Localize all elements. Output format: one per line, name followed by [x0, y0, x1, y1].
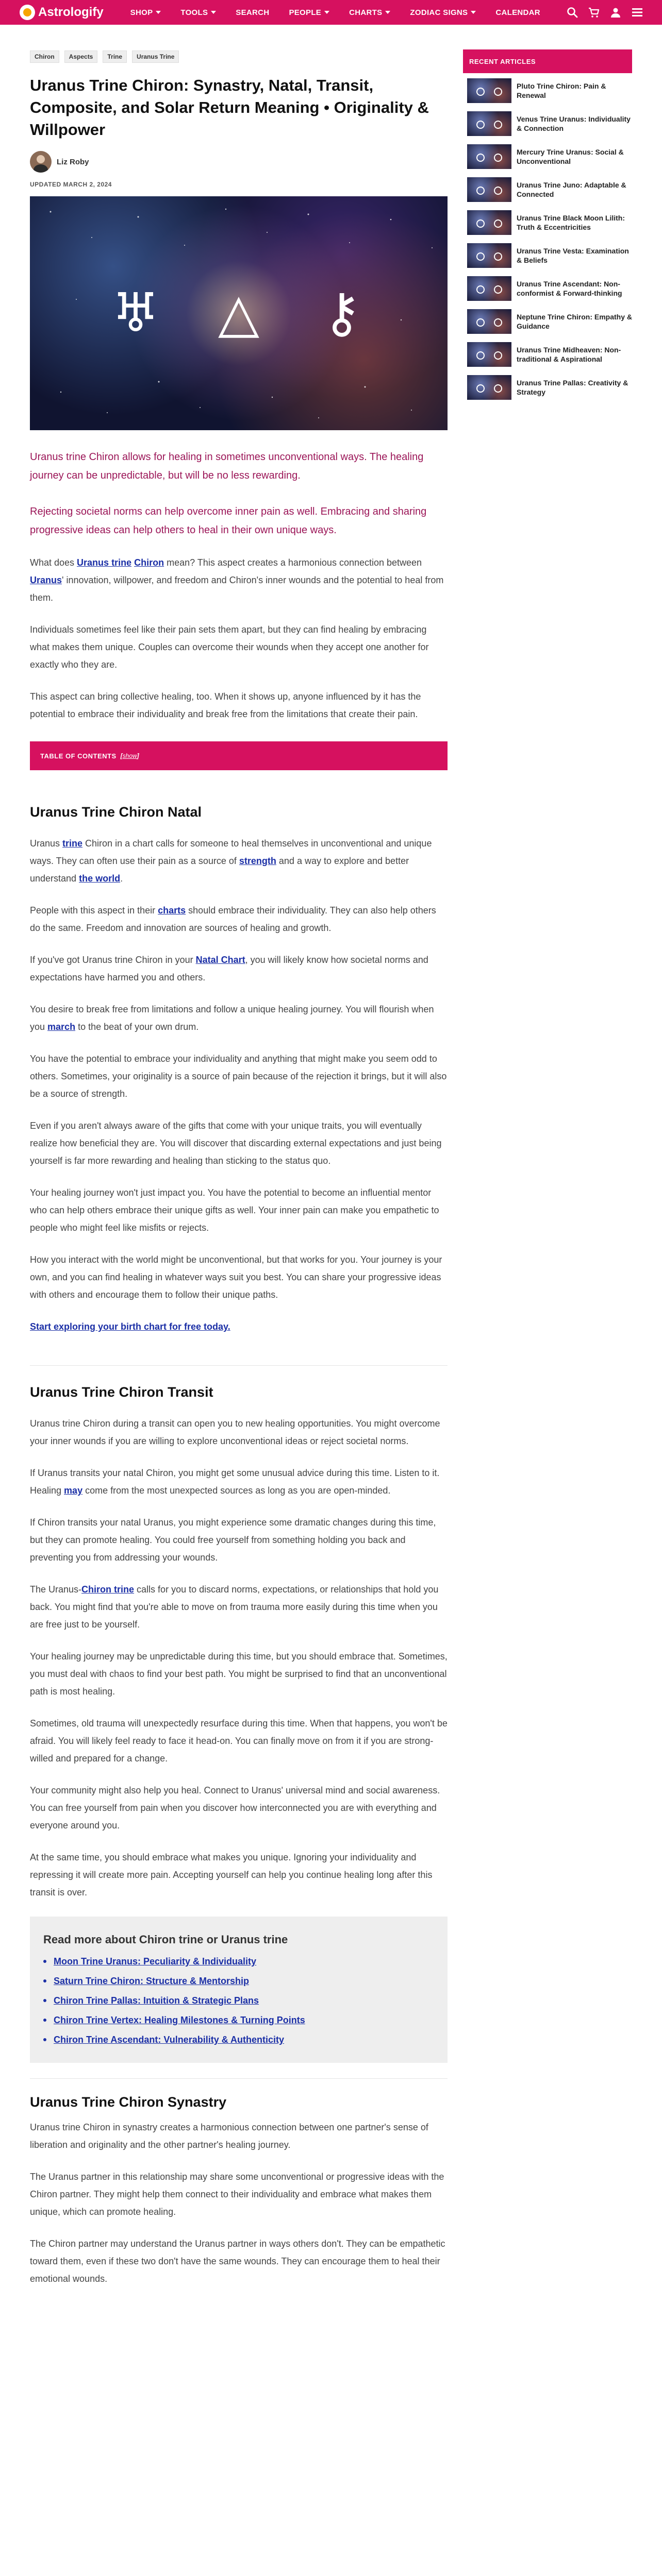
read-more-link[interactable]: Chiron Trine Ascendant: Vulnerability & Authenticity — [54, 2035, 285, 2045]
tag-aspects[interactable]: Aspects — [64, 50, 98, 63]
transit-paragraph-4: The Uranus-Chiron trine calls for you to discard norms, expectations, or relationships that hold you back. You might find that you're able to move on from trauma more easily during this time when you are free just to be yourself. — [30, 1584, 439, 1630]
read-more-link[interactable]: Chiron Trine Pallas: Intuition & Strategic Plans — [54, 1995, 259, 2006]
chevron-down-icon — [324, 11, 329, 14]
link-strength[interactable]: strength — [239, 856, 276, 866]
toc-show-toggle[interactable]: [show] — [120, 752, 139, 759]
synastry-paragraph-2: The Uranus partner in this relationship may share some unconventional or progressive ideas with the Chiron partner. They might help them connect to their individuality and embrace what makes them unique, which can promote healing. — [30, 2172, 444, 2217]
natal-paragraph-1: Uranus trine Chiron in a chart calls for someone to heal themselves in unconventional and unique ways. They can often use their pain as a source of strength and a way to explore and better understand the world. — [30, 838, 432, 884]
tag-chiron[interactable]: Chiron — [30, 50, 59, 63]
sidebar-item-title[interactable]: Uranus Trine Vesta: Examination & Beliefs — [517, 247, 629, 264]
menu-icon[interactable] — [631, 6, 643, 19]
birth-chart-link[interactable]: Start exploring your birth chart for free today. — [30, 1321, 230, 1332]
natal-paragraph-8: How you interact with the world might be unconventional, but that works for you. Your journey is your own, and you can find healing in whatever ways suit you best. You can share your progressive ideas with others and encourage them to follow their unique paths. — [30, 1255, 442, 1300]
sidebar-item-title[interactable]: Uranus Trine Juno: Adaptable & Connected — [517, 181, 626, 198]
synastry-paragraph-3: The Chiron partner may understand the Uranus partner in ways others don't. They can be empathetic toward them, even if these two don't have the same wounds. They can encourage them to heal their emotional wounds. — [30, 2239, 445, 2284]
sidebar-item-title[interactable]: Venus Trine Uranus: Individuality & Connection — [517, 115, 631, 132]
logo-icon — [20, 5, 35, 20]
read-more-link[interactable]: Moon Trine Uranus: Peculiarity & Individuality — [54, 1956, 257, 1967]
list-item — [43, 1952, 434, 1971]
link-chiron-trine[interactable]: Chiron trine — [81, 1584, 135, 1595]
section-heading-synastry: Uranus Trine Chiron Synastry — [30, 2094, 227, 2110]
sidebar-item[interactable] — [463, 174, 632, 205]
nav-people[interactable]: PEOPLE — [289, 8, 329, 17]
lead-paragraph-2: Rejecting societal norms can help overcome inner pain as well. Embracing and sharing progressive ideas can help others to heal in their own unique ways. — [30, 506, 427, 536]
chevron-down-icon — [471, 11, 476, 14]
updated-date: UPDATED MARCH 2, 2024 — [30, 181, 112, 188]
read-more-link[interactable]: Chiron Trine Vertex: Healing Milestones & Turning Points — [54, 2015, 305, 2025]
sidebar-item[interactable] — [463, 372, 632, 403]
link-the-world[interactable]: the world — [79, 873, 121, 884]
natal-paragraph-2: People with this aspect in their charts should embrace their individuality. They can also help others do the same. Freedom and innovation are sources of healing and growth. — [30, 905, 436, 933]
intro-paragraph-2: Individuals sometimes feel like their pain sets them apart, but they can find healing by embracing what makes them unique. Couples can overcome their wounds when they accept one another for exactly who they are. — [30, 624, 429, 670]
nav-zodiac-signs[interactable]: ZODIAC SIGNS — [410, 8, 476, 17]
natal-paragraph-5: You have the potential to embrace your individuality and anything that might make you seem odd to others. Sometimes, your originality is a source of pain because of the rejection it brings, but it will also be a source of strength. — [30, 1054, 447, 1099]
article-thumbnail[interactable] — [467, 144, 511, 169]
article-thumbnail[interactable] — [467, 210, 511, 235]
section-divider — [30, 1365, 448, 1366]
link-chiron[interactable]: Chiron — [134, 557, 164, 568]
transit-paragraph-5: Your healing journey may be unpredictable during this time, but you should embrace that. Sometimes, you must deal with chaos to find your best path. You might be surprised to find that an unconventional path is most healing. — [30, 1651, 448, 1697]
chevron-down-icon — [156, 11, 161, 14]
transit-paragraph-1: Uranus trine Chiron during a transit can open you to new healing opportunities. You might overcome your inner wounds if you are willing to explore unconventional ideas or reject societal norms. — [30, 1418, 440, 1446]
sidebar-recent-articles — [463, 49, 632, 403]
sidebar-item[interactable] — [463, 339, 632, 370]
article — [30, 25, 448, 2287]
section-heading-natal: Uranus Trine Chiron Natal — [30, 804, 202, 820]
section-divider — [30, 2078, 448, 2079]
author-byline — [30, 151, 448, 173]
sidebar-item[interactable] — [463, 273, 632, 304]
sidebar-item-title[interactable]: Uranus Trine Ascendant: Non-conformist & Forward-thinking — [517, 280, 622, 297]
author-avatar[interactable] — [30, 151, 52, 173]
search-icon[interactable] — [566, 6, 578, 19]
trine-glyph-icon: △ — [218, 281, 259, 344]
article-thumbnail[interactable] — [467, 342, 511, 367]
article-thumbnail[interactable] — [467, 276, 511, 301]
link-may[interactable]: may — [64, 1485, 83, 1496]
link-uranus-trine[interactable]: Uranus trine — [77, 557, 132, 568]
list-item — [43, 1971, 434, 1991]
sidebar-item-title[interactable]: Neptune Trine Chiron: Empathy & Guidance — [517, 313, 633, 330]
read-more-box — [30, 1917, 448, 2063]
tag-list — [30, 50, 448, 63]
main-nav — [130, 8, 560, 17]
sidebar-item[interactable] — [463, 75, 632, 106]
sidebar-item-title[interactable]: Uranus Trine Pallas: Creativity & Strategy — [517, 379, 628, 396]
author-name[interactable]: Liz Roby — [57, 157, 89, 166]
list-item — [43, 2010, 434, 2030]
logo-text: Astrologify — [38, 5, 104, 19]
nav-charts[interactable]: CHARTS — [349, 8, 390, 17]
sidebar-item[interactable] — [463, 108, 632, 139]
intro-paragraph-1: What does Uranus trine Chiron mean? This aspect creates a harmonious connection between Uranus' innovation, willpower, and freedom and Chiron's inner wounds and the potential to heal from them. — [30, 557, 444, 603]
read-more-title: Read more about Chiron trine or Uranus trine — [43, 1933, 288, 1946]
nav-tools[interactable]: TOOLS — [180, 8, 216, 17]
sidebar-item-title[interactable]: Uranus Trine Midheaven: Non-traditional & Aspirational — [517, 346, 621, 363]
birth-chart-cta — [30, 1318, 448, 1335]
site-header — [0, 0, 662, 25]
chevron-down-icon — [385, 11, 390, 14]
transit-paragraph-2: If Uranus transits your natal Chiron, you might get some unusual advice during this time. Listen to it. Healing may come from the most unexpected sources as long as you are open-minded. — [30, 1468, 440, 1496]
hero-glyphs — [30, 196, 448, 430]
list-item — [43, 2030, 434, 2049]
transit-paragraph-8: At the same time, you should embrace what makes you unique. Ignoring your individuality and repressing it will create more pain. Accepting yourself can help you continue healing long after this transit is over. — [30, 1852, 433, 1897]
sidebar-item[interactable] — [463, 306, 632, 337]
lead-paragraph-1: Uranus trine Chiron allows for healing in sometimes unconventional ways. The healing journey can be unpredictable, but will be no less rewarding. — [30, 451, 424, 481]
sidebar-heading: RECENT ARTICLES — [463, 49, 632, 73]
article-thumbnail[interactable] — [467, 78, 511, 103]
article-title: Uranus Trine Chiron: Synastry, Natal, Transit, Composite, and Solar Return Meaning • Originality & Willpower — [30, 76, 429, 139]
sidebar-item-title[interactable]: Mercury Trine Uranus: Social & Unconventional — [517, 148, 624, 165]
sidebar-item-title[interactable]: Uranus Trine Black Moon Lilith: Truth & Eccentricities — [517, 214, 625, 231]
account-icon[interactable] — [609, 6, 622, 19]
link-trine[interactable]: trine — [62, 838, 83, 849]
transit-paragraph-6: Sometimes, old trauma will unexpectedly resurface during this time. When that happens, you won't be afraid. You will likely feel ready to face it head-on. You can finally move on from it if you are strong-willed and prepared for a change. — [30, 1718, 448, 1764]
natal-paragraph-6: Even if you aren't always aware of the gifts that come with your unique traits, you will eventually realize how beneficial they are. You will discover that discarding external expectations and just being yourself is far more rewarding and healing than sticking to the status quo. — [30, 1121, 442, 1166]
nav-shop[interactable]: SHOP — [130, 8, 161, 17]
article-thumbnail[interactable] — [467, 309, 511, 334]
link-march[interactable]: march — [47, 1022, 76, 1032]
chiron-glyph-icon: ⚷ — [322, 281, 362, 344]
transit-paragraph-3: If Chiron transits your natal Uranus, you might experience some dramatic changes during this time, but they can promote healing. You could free yourself from something holding you back and preventing you from addressing your wounds. — [30, 1517, 436, 1563]
cart-icon[interactable] — [588, 6, 600, 19]
tag-trine[interactable]: Trine — [103, 50, 127, 63]
nav-search[interactable]: SEARCH — [236, 8, 270, 17]
article-thumbnail[interactable] — [467, 111, 511, 136]
transit-paragraph-7: Your community might also help you heal. Connect to Uranus' universal mind and social awareness. You can free yourself from pain when you discover how interconnected you are with everything and everyone around you. — [30, 1785, 440, 1831]
tag-uranus-trine[interactable]: Uranus Trine — [132, 50, 179, 63]
site-logo[interactable] — [20, 5, 104, 20]
list-item — [43, 1991, 434, 2010]
natal-paragraph-4: You desire to break free from limitations and follow a unique healing journey. You will flourish when you march to the beat of your own drum. — [30, 1004, 434, 1032]
link-charts[interactable]: charts — [158, 905, 186, 916]
hero-image — [30, 196, 448, 430]
toc-label: TABLE OF CONTENTS — [40, 752, 117, 760]
sidebar-item-title[interactable]: Pluto Trine Chiron: Pain & Renewal — [517, 82, 606, 99]
header-actions — [557, 6, 643, 19]
synastry-paragraph-1: Uranus trine Chiron in synastry creates a harmonious connection between one partner's sense of liberation and originality and the other partner's healing journey. — [30, 2122, 428, 2150]
read-more-list — [43, 1952, 434, 2049]
section-heading-transit: Uranus Trine Chiron Transit — [30, 1384, 213, 1400]
natal-paragraph-7: Your healing journey won't just impact you. You have the potential to become an influential mentor who can help others embrace their unique gifts as well. Your inner pain can make you empathetic to people who might feel like misfits or rejects. — [30, 1188, 439, 1233]
sidebar-item[interactable] — [463, 141, 632, 172]
chevron-down-icon — [211, 11, 216, 14]
natal-paragraph-3: If you've got Uranus trine Chiron in your Natal Chart, you will likely know how societal norms and expectations have harmed you and others. — [30, 955, 428, 982]
table-of-contents[interactable] — [30, 741, 448, 770]
sidebar-item[interactable] — [463, 207, 632, 238]
read-more-link[interactable]: Saturn Trine Chiron: Structure & Mentorship — [54, 1976, 250, 1986]
article-thumbnail[interactable] — [467, 177, 511, 202]
nav-calendar[interactable]: CALENDAR — [495, 8, 540, 17]
link-uranus[interactable]: Uranus — [30, 575, 62, 585]
uranus-glyph-icon: ♅ — [111, 281, 160, 344]
article-thumbnail[interactable] — [467, 375, 511, 400]
link-natal-chart[interactable]: Natal Chart — [195, 955, 245, 965]
intro-paragraph-3: This aspect can bring collective healing, too. When it shows up, anyone influenced by it has the potential to embrace their individuality and break free from the limitations that create their pain. — [30, 691, 421, 719]
sidebar-item[interactable] — [463, 240, 632, 271]
article-thumbnail[interactable] — [467, 243, 511, 268]
